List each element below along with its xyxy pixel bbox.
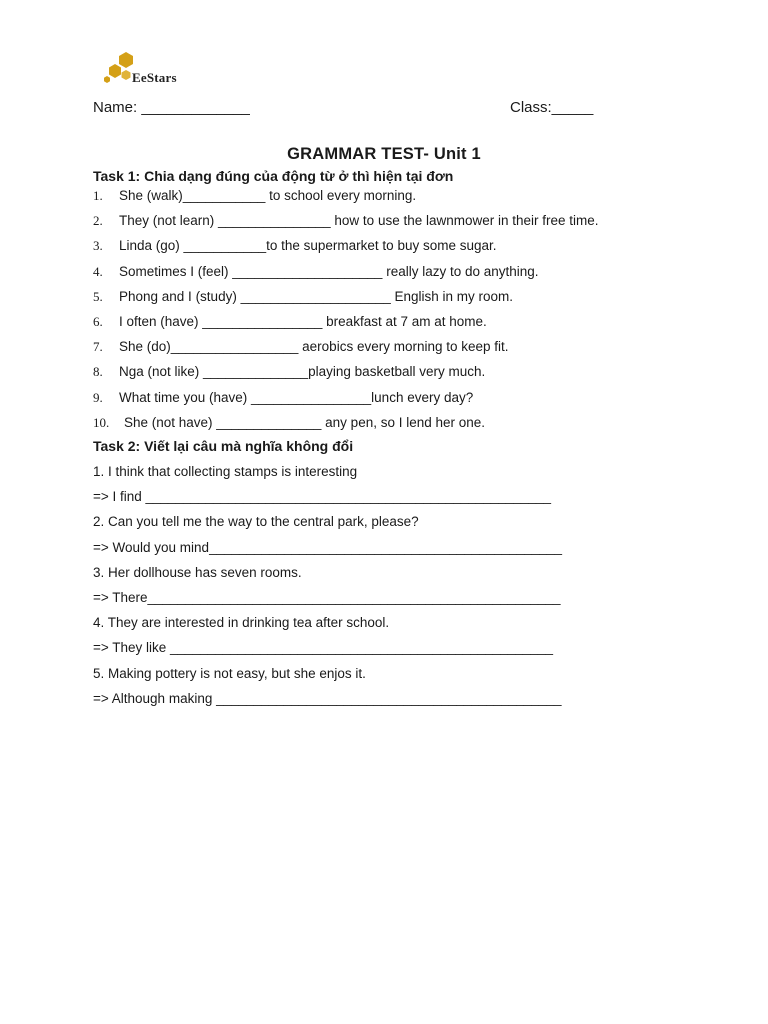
item-number: 9. xyxy=(93,389,103,405)
list-item xyxy=(93,388,599,413)
list-item xyxy=(93,362,599,387)
item-number: 5. xyxy=(93,288,103,304)
item-number: 3. xyxy=(93,238,103,254)
task2-answer-line: => They like ___________________________________________________ xyxy=(93,640,553,656)
item-number: 1. xyxy=(93,188,103,203)
task2-question: 2. Can you tell me the way to the central park, please? xyxy=(93,514,419,530)
task2-answer-line: => Would you mind_______________________________________________ xyxy=(93,539,562,555)
class-field-label: Class:_____ xyxy=(510,99,594,116)
task2-heading: Task 2: Viết lại câu mà nghĩa không đổi xyxy=(93,438,354,454)
task2-answer-line: => Although making ______________________________________________ xyxy=(93,690,562,706)
task2-answer-line: => There_______________________________________________________ xyxy=(93,589,561,605)
list-item xyxy=(93,262,599,287)
item-text: Sometimes I (feel) ____________________ really lazy to do anything. xyxy=(119,263,539,279)
name-field-label: Name: _____________ xyxy=(93,99,250,116)
item-number: 2. xyxy=(93,213,103,229)
list-item xyxy=(93,211,599,236)
task1-heading: Task 1: Chia dạng đúng của động từ ở thì hiện tại đơn xyxy=(93,168,454,184)
task2-question: 5. Making pottery is not easy, but she enjos it. xyxy=(93,665,366,681)
item-text: Linda (go) ___________to the supermarket to buy some sugar. xyxy=(119,238,497,254)
item-number: 7. xyxy=(93,339,103,355)
item-text: What time you (have) ________________lunch every day? xyxy=(119,389,474,405)
item-text: I often (have) ________________ breakfast at 7 am at home. xyxy=(119,313,487,329)
task2-question: 3. Her dollhouse has seven rooms. xyxy=(93,564,302,580)
list-item xyxy=(93,413,599,438)
item-text: She (not have) ______________ any pen, so I lend her one. xyxy=(124,414,486,430)
item-number: 10. xyxy=(93,414,110,430)
task2-question: 1. I think that collecting stamps is interesting xyxy=(93,464,358,479)
item-number: 4. xyxy=(93,263,103,279)
item-text: She (walk)___________ to school every morning. xyxy=(119,188,417,203)
list-item xyxy=(93,287,599,312)
list-item xyxy=(93,337,599,362)
task1-list xyxy=(93,186,599,438)
list-item xyxy=(93,312,599,337)
item-text: She (do)_________________ aerobics every morning to keep fit. xyxy=(119,339,509,355)
logo-brand-text: EeStars xyxy=(132,70,177,85)
list-item xyxy=(93,186,599,211)
item-number: 8. xyxy=(93,364,103,380)
item-text: Phong and I (study) ____________________ English in my room. xyxy=(119,288,514,304)
task2-answer-line: => I find ______________________________________________________ xyxy=(93,489,551,505)
item-number: 6. xyxy=(93,313,103,329)
task2-question: 4. They are interested in drinking tea after school. xyxy=(93,615,390,631)
item-text: Nga (not like) ______________playing basketball very much. xyxy=(119,364,486,380)
page-title: GRAMMAR TEST- Unit 1 xyxy=(287,145,481,163)
list-item xyxy=(93,236,599,261)
eestars-logo xyxy=(100,50,200,92)
item-text: They (not learn) _______________ how to use the lawnmower in their free time. xyxy=(119,213,599,229)
task2-list xyxy=(93,462,562,714)
